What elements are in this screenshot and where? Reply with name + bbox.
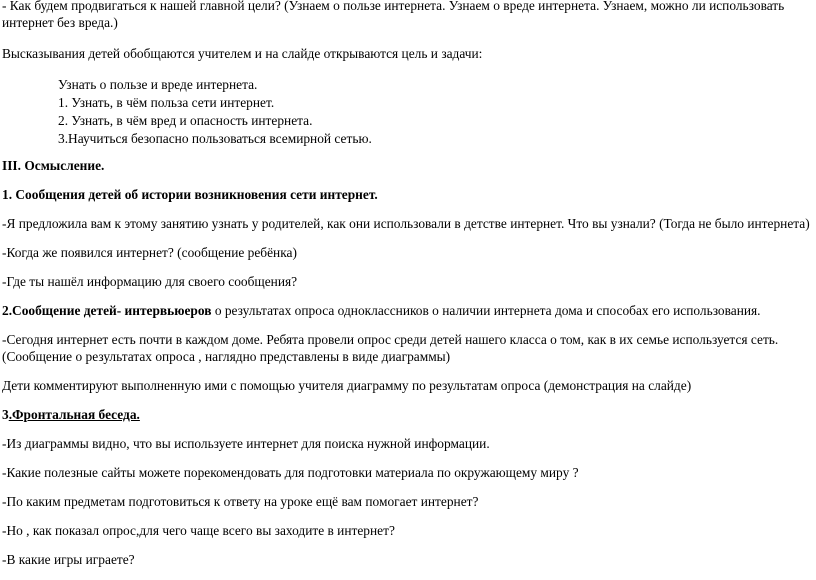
intro-question-line1: - Как будем продвигаться к нашей главной цели? (Узнаем о пользе интернета. Узнаем о вреде интернета. Узнаем, можно ли использовать: [2, 0, 785, 13]
item1-line-3: -Где ты нашёл информацию для своего сообщения?: [2, 274, 298, 289]
item2-heading: [2, 302, 761, 319]
item3-line-3: -По каким предметам подготовиться к ответу на уроке ещё вам помогает интернет?: [2, 494, 479, 509]
item3-line-1: -Из диаграммы видно, что вы используете интернет для поиска нужной информации.: [2, 436, 490, 451]
goal-text: Узнать о пользе и вреде интернета.: [58, 77, 258, 92]
task-3: 3.Научиться безопасно пользоваться всемирной сетью.: [58, 131, 372, 146]
teacher-summary: Высказывания детей обобщаются учителем и на слайде открываются цель и задачи:: [2, 46, 483, 61]
item3-heading-num: 3: [2, 407, 9, 422]
item1-heading: 1. Сообщения детей об истории возникновения сети интернет.: [2, 187, 378, 202]
section-3-heading: III. Осмысление.: [2, 158, 105, 173]
task-1: 1. Узнать, в чём польза сети интернет.: [58, 95, 275, 110]
task-2: 2. Узнать, в чём вред и опасность интернета.: [58, 113, 313, 128]
item3-line-5: -В какие игры играете?: [2, 552, 135, 567]
item2-comment: Дети комментируют выполненную ими с помощью учителя диаграмму по результатам опроса (демонстрация на слайде): [2, 378, 692, 393]
item1-line-1: -Я предложила вам к этому занятию узнать у родителей, как они использовали в детстве интернет. Что вы узнали? (Тогда не было интернета): [2, 216, 810, 231]
item2-line-1: -Сегодня интернет есть почти в каждом доме. Ребята провели опрос среди детей нашего класса о том, как в их семье используется сеть.: [2, 332, 779, 347]
item3-line-4: -Но , как показал опрос,для чего чаще всего вы заходите в интернет?: [2, 523, 395, 538]
intro-question-line2: интернет без вреда.): [2, 15, 118, 30]
item3-heading-text: .Фронтальная беседа.: [8, 407, 140, 422]
item3-line-2: -Какие полезные сайты можете порекомендовать для подготовки материала по окружающему миру ?: [2, 465, 579, 480]
item2-line-2: (Сообщение о результатах опроса , наглядно представлены в виде диаграммы): [2, 349, 451, 364]
item2-heading-bold: 2.Сообщение детей- интервьюеров: [2, 303, 212, 318]
item2-heading-rest: о результатах опроса одноклассников о наличии интернета дома и способах его использования.: [211, 303, 761, 318]
item3-heading: [2, 406, 140, 423]
item1-line-2: -Когда же появился интернет? (сообщение ребёнка): [2, 245, 297, 260]
